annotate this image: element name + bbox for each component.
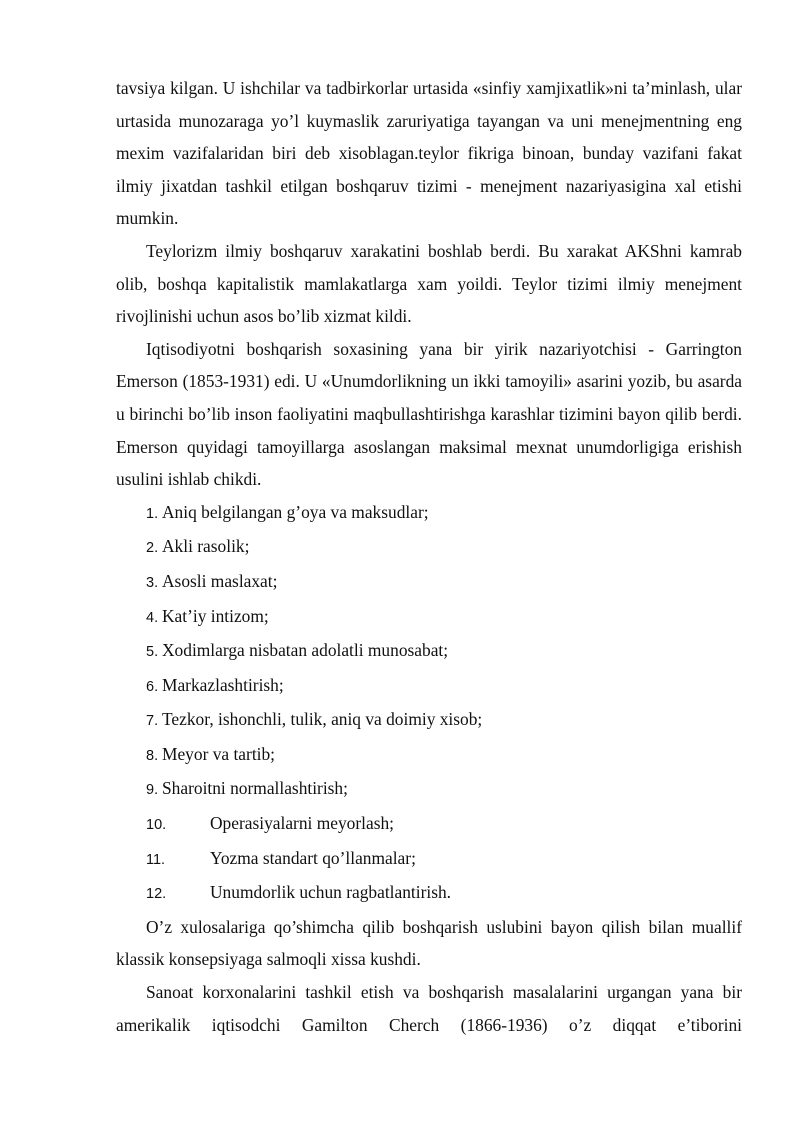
list-item-number: 12. bbox=[146, 886, 167, 903]
paragraph-taylorism: Teylorizm ilmiy boshqaruv xarakatini boshlab berdi. Bu xarakat AKShni kamrab olib, boshqa kapitalistik mamlakatlarga xam yoildi. Teylor tizimi ilmiy menejment rivojlinishi uchun asos bo’lib xizmat kildi. bbox=[116, 240, 742, 327]
paragraph-conclusion: O’z xulosalariga qo’shimcha qilib boshqarish uslubini bayon qilish bilan muallif klassik konsepsiyaga salmoqli xissa kushdi. bbox=[116, 916, 742, 970]
list-item bbox=[116, 876, 742, 911]
list-item-number: 9. bbox=[146, 782, 159, 799]
list-item-text: Unumdorlik uchun ragbatlantirish. bbox=[210, 882, 452, 903]
principles-list bbox=[116, 496, 742, 911]
list-item bbox=[116, 634, 742, 669]
list-item-text: Yozma standart qo’llanmalar; bbox=[210, 847, 416, 868]
page-body bbox=[116, 72, 742, 1041]
paragraph-taylor-continuation: tavsiya kilgan. U ishchilar va tadbirkorlar urtasida «sinfiy xamjixatlik»ni ta’minlash, ular urtasida munozaraga yo’l kuymaslik zaruriyatiga tayangan va uni menejmentning eng mexim vazifalaridan biri deb xisoblagan.teylor fikriga binoan, bunday vazifani fakat ilmiy jixatdan tashkil etilgan boshqaruv tizimi - menejment nazariyasigina xal etishi mumkin. bbox=[116, 78, 742, 229]
list-item-text: Sharoitni normallashtirish; bbox=[162, 778, 348, 799]
list-item bbox=[116, 530, 742, 565]
list-item-text: Operasiyalarni meyorlash; bbox=[210, 813, 394, 834]
list-item-text: Aniq belgilangan g’oya va maksudlar; bbox=[162, 501, 429, 522]
list-item-number: 5. bbox=[146, 644, 159, 661]
list-item-number: 10. bbox=[146, 817, 167, 834]
list-item bbox=[116, 772, 742, 807]
list-item-text: Xodimlarga nisbatan adolatli munosabat; bbox=[162, 640, 449, 661]
list-item bbox=[116, 496, 742, 531]
list-item-text: Markazlashtirish; bbox=[162, 674, 284, 695]
list-item-number: 8. bbox=[146, 747, 159, 764]
list-item bbox=[116, 842, 742, 877]
list-item bbox=[116, 703, 742, 738]
list-item-number: 11. bbox=[146, 851, 166, 868]
list-item-text: Akli rasolik; bbox=[162, 536, 250, 557]
list-item bbox=[116, 600, 742, 635]
list-item-number: 7. bbox=[146, 713, 159, 730]
paragraph-church: Sanoat korxonalarini tashkil etish va boshqarish masalalarini urgangan yana bir amerikalik iqtisodchi Gamilton Cherch (1866-1936) o’z diqqat e’tiborini bbox=[116, 982, 742, 1035]
list-item bbox=[116, 669, 742, 704]
list-item-number: 2. bbox=[146, 540, 159, 557]
list-item-number: 1. bbox=[146, 505, 159, 522]
list-item-number: 3. bbox=[146, 574, 159, 591]
list-item-text: Meyor va tartib; bbox=[162, 743, 276, 764]
list-item-text: Asosli maslaxat; bbox=[162, 570, 278, 591]
list-item-number: 4. bbox=[146, 609, 159, 626]
list-item-text: Kat’iy intizom; bbox=[162, 605, 269, 626]
list-item-number: 6. bbox=[146, 678, 159, 695]
list-item bbox=[116, 807, 742, 842]
list-item bbox=[116, 565, 742, 600]
list-item bbox=[116, 738, 742, 773]
list-item-text: Tezkor, ishonchli, tulik, aniq va doimiy xisob; bbox=[162, 709, 483, 730]
paragraph-emerson: Iqtisodiyotni boshqarish soxasining yana bir yirik nazariyotchisi - Garrington Emerson (1853-1931) edi. U «Unumdorlikning un ikki tamoyili» asarini yozib, bu asarda u birinchi bo’lib inson faoliyatini maqbullashtirishga karashlar tizimini bayon qilib berdi. Emerson quyidagi tamoyillarga asoslangan maksimal mexnat unumdorligiga erishish usulini ishlab chikdi. bbox=[116, 338, 742, 490]
